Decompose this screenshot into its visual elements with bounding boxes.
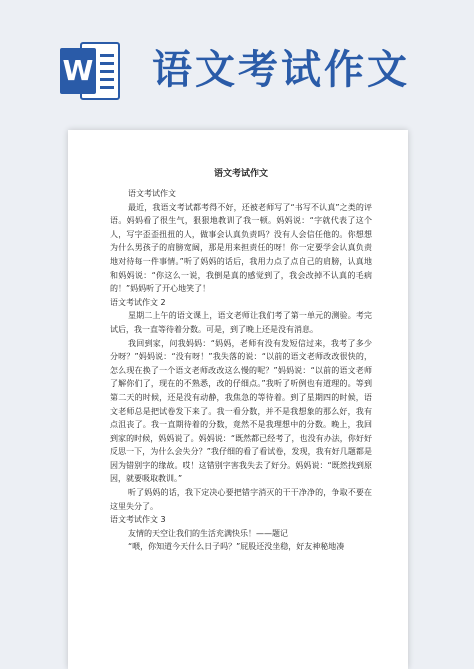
document-paragraph: “喂，你知道今天什么日子吗？”屁股还没坐稳，好友神秘地凑: [128, 542, 345, 552]
document-paragraph: 语文考试作文 3: [110, 515, 166, 525]
document-paragraph: 最近，我语文考试都考得不好，还被老师写了“书写不认真”之类的评语。妈妈看了很生气，狠狠地教训了我一顿。妈妈说：“字就代表了这个人，写字歪歪扭扭的人，做事会认真负责吗？没有人会信任他的。你想想为什么男孩子的肩膀宽阔，那是用来担责任的呀！你一定要学会认真负责地对待每一件事情。”听了妈妈的话后，我用力点了点自己的肩膀，认真地和妈妈说：“你这么一说，我倒是真的感觉到了，我会改掉不认真的毛病的！”妈妈听了开心地笑了！: [110, 202, 372, 294]
banner-title: 语文考试作文: [152, 47, 410, 93]
document-body: [110, 187, 372, 554]
document-paragraph: 星期二上午的语文课上，语文老师让我们考了第一单元的测验。考完试后，我一直等待着分数。可是，到了晚上还是没有消息。: [110, 311, 372, 334]
document-paragraph: 语文考试作文: [128, 189, 176, 198]
document-paragraph: 听了妈妈的话，我下定决心要把错字消灭的干干净净的，争取不要在这里失分了。: [110, 488, 372, 511]
word-document-icon: [60, 42, 120, 100]
document-page: [68, 130, 408, 669]
document-paragraph: 友情的天空让我们的生活充满快乐！——题记: [128, 528, 288, 538]
word-icon-letter: W: [60, 48, 96, 94]
banner-header: [0, 0, 474, 130]
document-paragraph: 我回到家，问我妈妈：“妈妈，老师有没有发短信过来，我考了多少分呀？”妈妈说：“没有呀！”我失落的说：“以前的语文老师改改很快的，怎么现在换了一个语文老师改改这么慢的呢？”妈妈说：“以前的语文老师了解你们了，现在的不熟悉，改的仔细点。”我听了听例也有道理的。等到第二天的时候，还是没有动静，我焦急的等待着。到了星期四的时候，语文老师总是把试卷发下来了。我一看分数，并不是我想象的那么好，我有点沮丧了。我一直期待着的分数，竟然不是我理想中的分数。晚上，我回到家的时候，妈妈说了。妈妈说：“既然都已经考了，也没有办法，你好好反思一下，为什么会失分？”我仔细的看了看试卷，发现，我有好几题都是因为错别字的缘故。哎！这错别字害我失去了好分。妈妈说：“既然找到原因，就要吸取教训。”: [110, 338, 372, 484]
document-title: 语文考试作文: [213, 169, 268, 179]
document-paragraph: 语文考试作文 2: [110, 297, 166, 307]
